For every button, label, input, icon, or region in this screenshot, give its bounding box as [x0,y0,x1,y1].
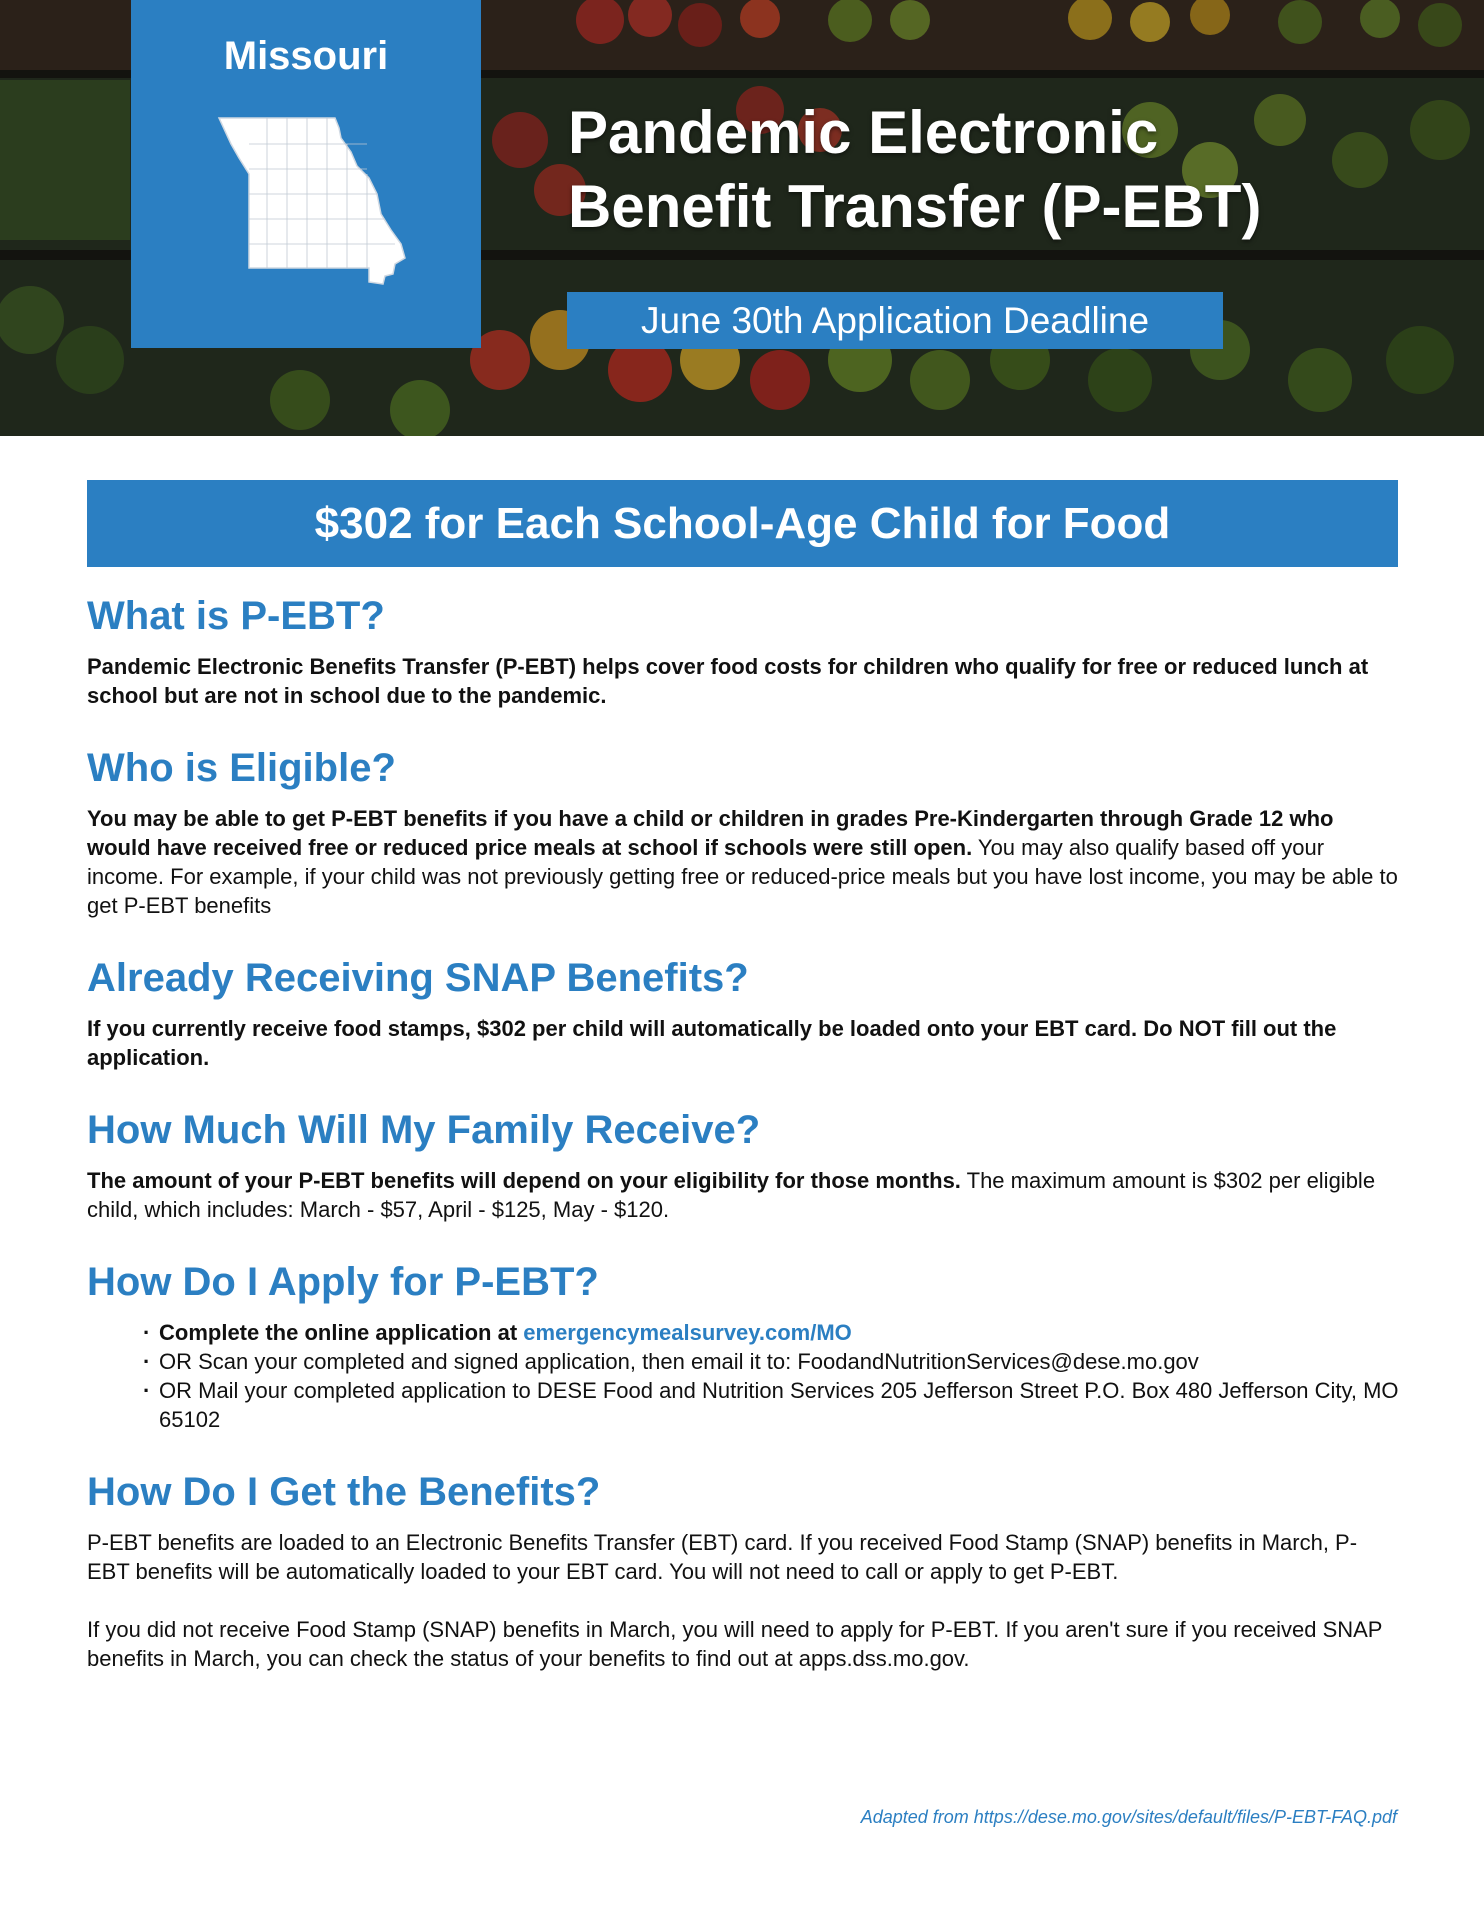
hero-header [0,0,1484,436]
section-heading: Who is Eligible? [87,746,396,790]
list-item: · OR Scan your completed and signed application, then email it to: FoodandNutritionServices@dese.mo.gov [143,1347,1399,1376]
source-citation: Adapted from https://dese.mo.gov/sites/default/files/P-EBT-FAQ.pdf [860,1807,1397,1827]
hero-title [568,96,1261,244]
list-item: · OR Mail your completed application to DESE Food and Nutrition Services 205 Jefferson Street P.O. Box 480 Jefferson City, MO 65102 [143,1376,1399,1434]
state-name: Missouri [223,34,389,78]
section-heading: How Do I Get the Benefits? [87,1470,601,1514]
benefit-amount-banner: $302 for Each School-Age Child for Food [87,480,1398,567]
section-text: If you currently receive food stamps, $302 per child will automatically be loaded onto your EBT card. Do NOT fill out the application. [87,1016,1337,1070]
section-text [87,1166,1399,1224]
section-heading: How Do I Apply for P-EBT? [87,1260,599,1304]
state-label-box [131,0,481,348]
application-link[interactable]: emergencymealsurvey.com/MO [523,1320,852,1345]
section-bold-text: You may be able to get P-EBT benefits if you have a child or children in grades Pre-Kindergarten through Grade 12 who would have received free or reduced price meals at school if schools were still open. [87,806,1334,860]
section-what-is-pebt [87,590,1399,710]
section-get-benefits [87,1466,1399,1673]
section-heading: Already Receiving SNAP Benefits? [87,956,749,1000]
missouri-map-icon [217,114,409,290]
section-who-is-eligible [87,742,1399,920]
section-text [87,804,1399,920]
section-regular-text: The maximum amount is $302 per eligible child, which includes: March - $57, April - $125, May - $120. [87,1168,1376,1222]
list-item [143,1318,1399,1347]
title-line-1: Pandemic Electronic [568,99,1159,166]
section-how-much [87,1104,1399,1224]
section-already-snap [87,952,1399,1072]
bullet-text: Complete the online application at [159,1320,524,1345]
section-text: P-EBT benefits are loaded to an Electronic Benefits Transfer (EBT) card. If you received Food Stamp (SNAP) benefits in March, P-EBT benefits will be automatically loaded to your EBT card. You will not need to call or apply to get P-EBT. [87,1530,1358,1584]
section-text: If you did not receive Food Stamp (SNAP) benefits in March, you will need to apply for P-EBT. If you aren't sure if you received SNAP benefits in March, you can check the status of your benefits to find out at apps.dss.mo.gov. [87,1617,1383,1671]
main-content [87,590,1399,1673]
deadline-badge: June 30th Application Deadline [567,292,1223,349]
title-line-2: Benefit Transfer (P-EBT) [568,173,1262,240]
apply-options-list [87,1318,1399,1434]
section-text: Pandemic Electronic Benefits Transfer (P-EBT) helps cover food costs for children who qualify for free or reduced lunch at school but are not in school due to the pandemic. [87,654,1369,708]
section-heading: How Much Will My Family Receive? [87,1108,761,1152]
section-regular-text: You may also qualify based off your income. For example, if your child was not previously getting free or reduced-price meals but you have lost income, you may be able to get P-EBT benefits [87,835,1398,918]
section-heading: What is P-EBT? [87,594,385,638]
section-bold-text: The amount of your P-EBT benefits will depend on your eligibility for those months. [87,1168,961,1193]
section-how-to-apply [87,1256,1399,1434]
